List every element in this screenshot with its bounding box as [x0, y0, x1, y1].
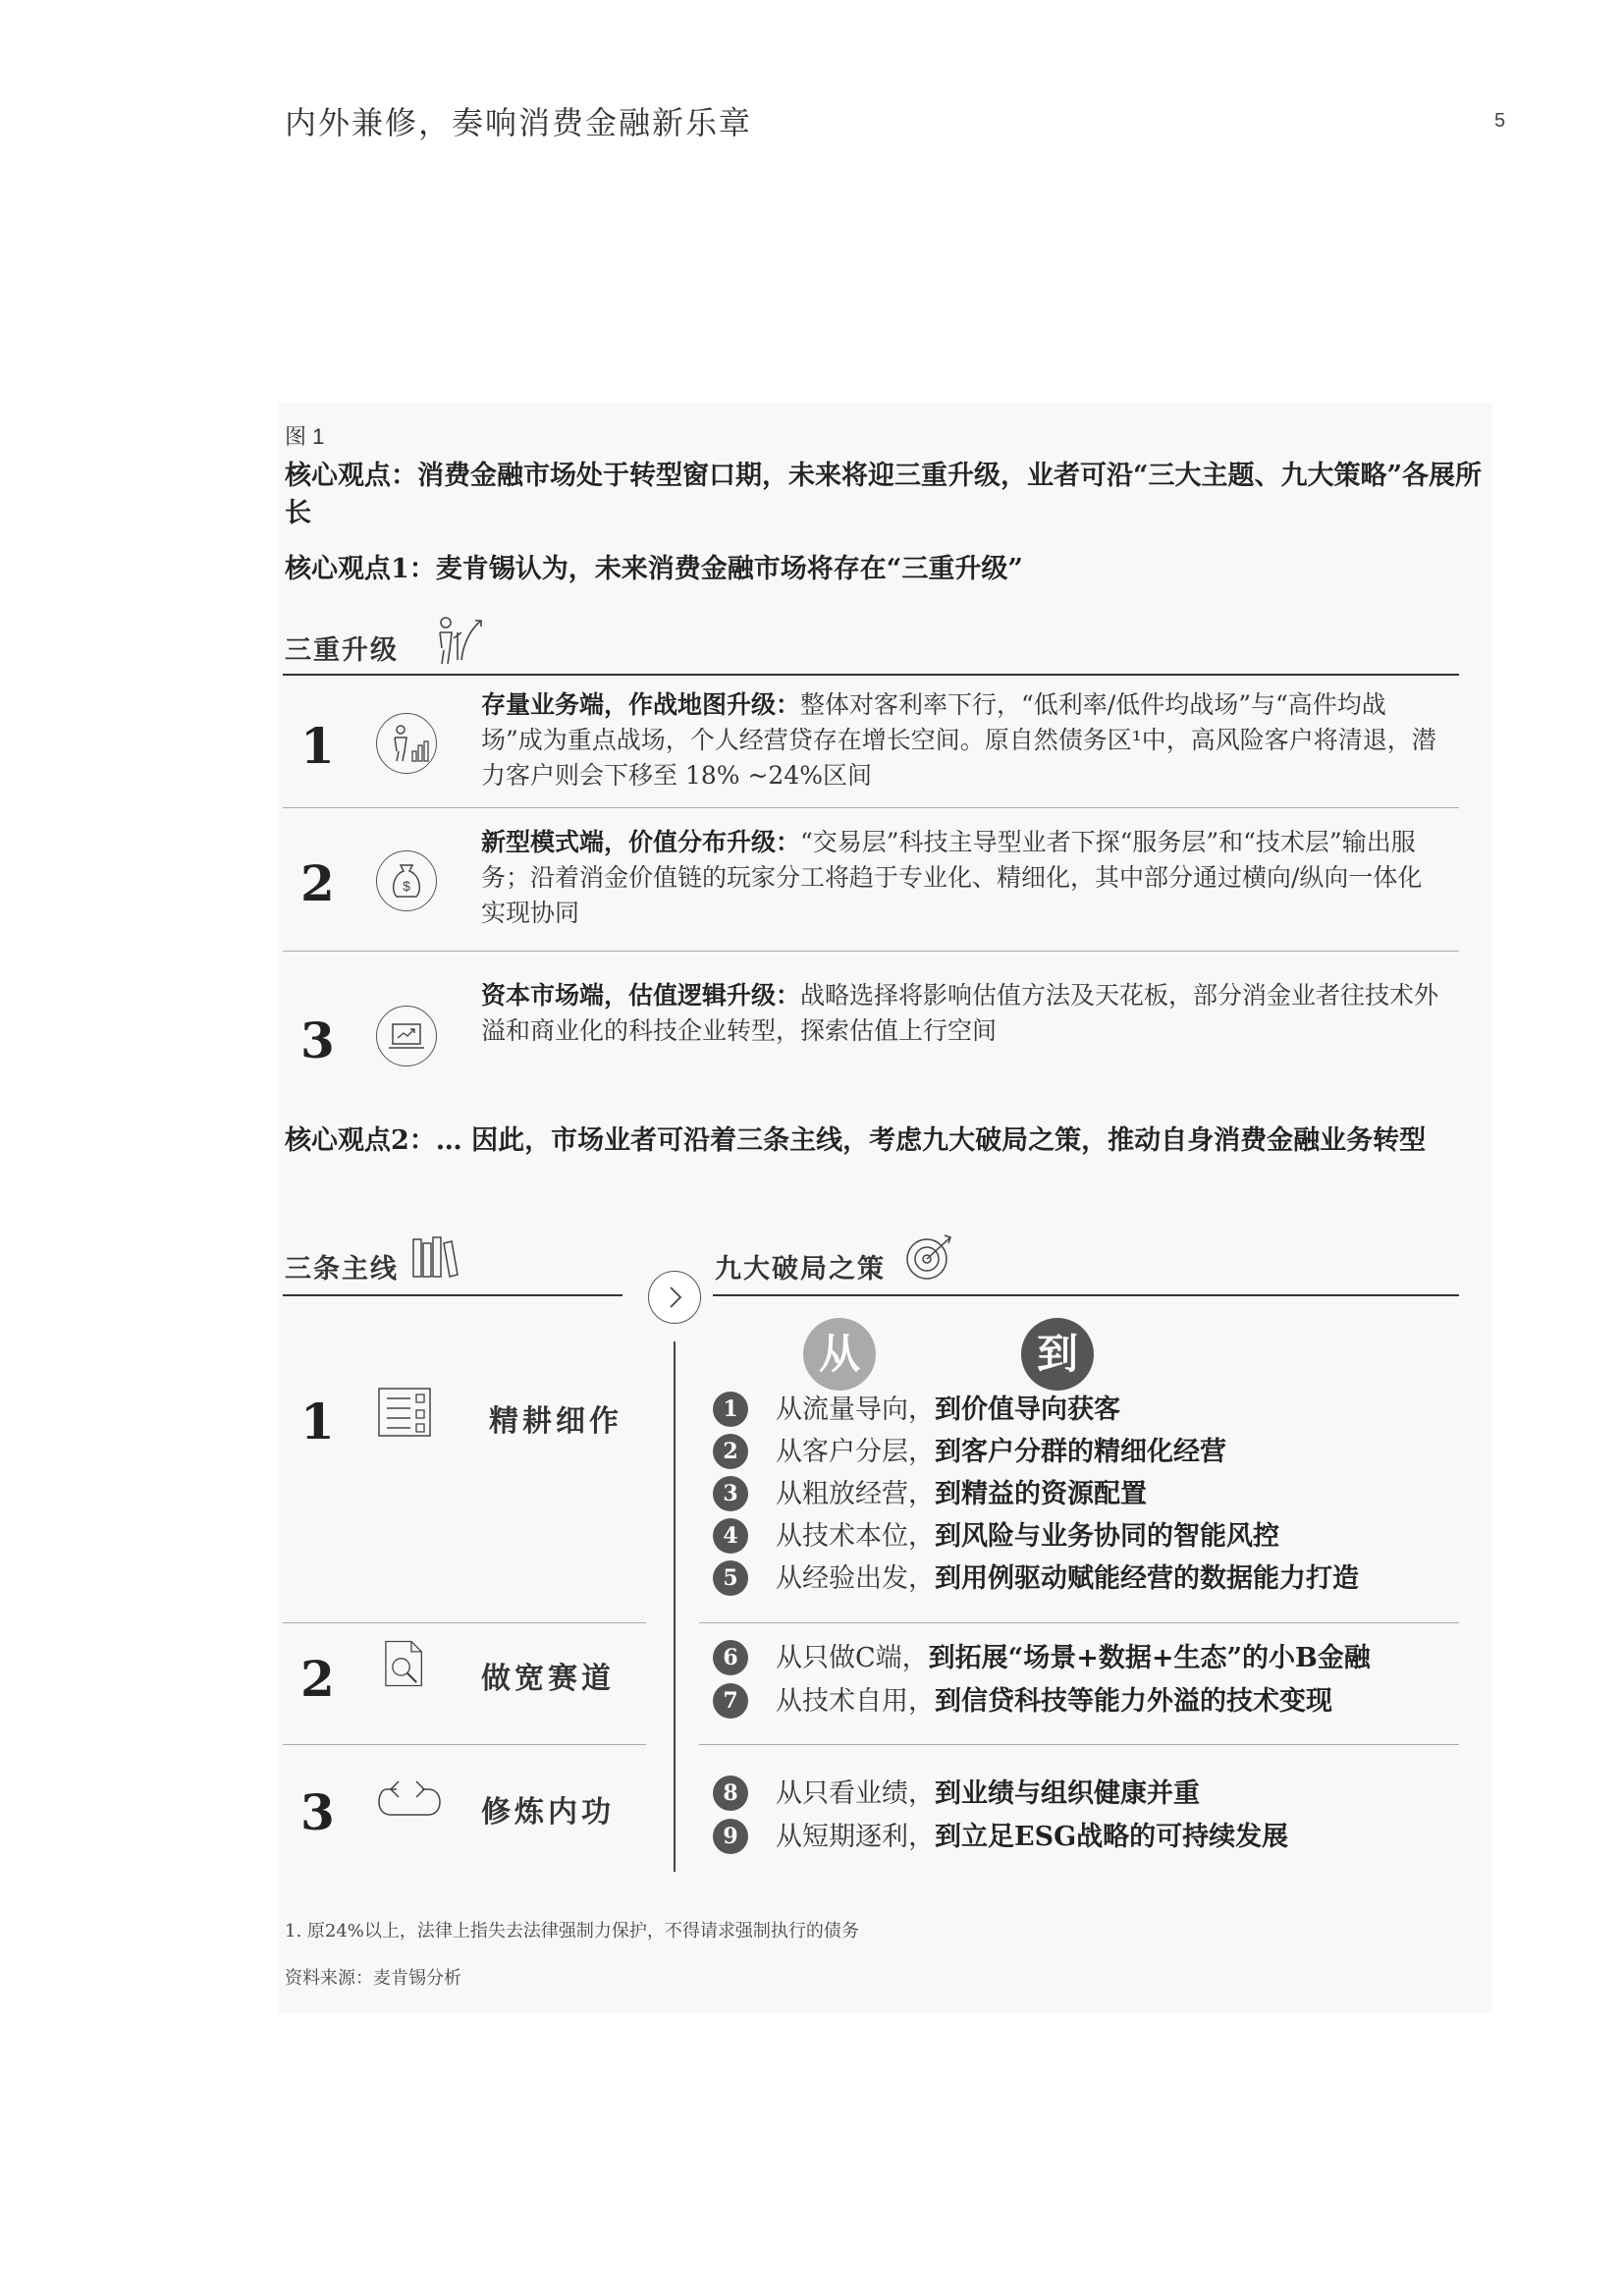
strategy-to: 到客户分群的精细化经营	[935, 1437, 1226, 1467]
strategy-number: 7	[713, 1683, 748, 1719]
strategy-number: 8	[713, 1776, 748, 1811]
line-number: 2	[300, 1650, 335, 1708]
strategy-from: 从只做C端，	[776, 1643, 929, 1673]
chevron-right-icon	[648, 1271, 701, 1324]
upgrade-text: 整体对客利率下行，“低利率/低件均战场”与“高件均战场”成为重点战场，个人经营贷存在增长空间。原自然债务区¹中，高风险客户将清退，潜力客户则会下移至 18% ~24%区间	[481, 690, 1436, 790]
strategy-item	[776, 1777, 1200, 1812]
line-divider	[283, 1744, 646, 1745]
page-number: 5	[1494, 110, 1506, 132]
person-chart-icon	[376, 713, 437, 774]
from-badge: 从	[803, 1318, 876, 1391]
strategy-item	[776, 1684, 1332, 1720]
upgrades-heading: 三重升级	[285, 635, 399, 666]
upgrade-text: “交易层”科技主导型业者下探“服务层”和“技术层”输出服务；沿着消金价值链的玩家分工将趋于专业化、精细化，其中部分通过横向/纵向一体化实现协同	[481, 828, 1423, 927]
upgrade-number: 1	[300, 717, 335, 775]
strategy-number: 6	[713, 1640, 748, 1675]
strategy-from: 从技术本位，	[776, 1521, 935, 1552]
strategy-to: 到精益的资源配置	[935, 1479, 1147, 1509]
strategy-from: 从粗放经营，	[776, 1479, 935, 1509]
column-divider	[674, 1341, 676, 1872]
strategy-divider	[699, 1622, 1459, 1623]
strategy-from: 从技术自用，	[776, 1686, 935, 1717]
upgrade-text: 战略选择将影响估值方法及天花板，部分消金业者往技术外溢和商业化的科技企业转型，探索估值上行空间	[481, 981, 1439, 1045]
strategy-item	[776, 1561, 1359, 1597]
strategy-number: 3	[713, 1476, 748, 1511]
strategy-item	[776, 1519, 1279, 1555]
strategy-from: 从短期逐利，	[776, 1822, 935, 1852]
strategy-from: 从客户分层，	[776, 1437, 935, 1467]
line-label: 修炼内功	[481, 1795, 615, 1830]
strategy-item	[776, 1641, 1371, 1676]
strategy-item	[776, 1477, 1147, 1512]
core-point-2: 核心观点2：… 因此，市场业者可沿着三条主线，考虑九大破局之策，推动自身消费金融业务转型	[285, 1125, 1427, 1156]
running-header-title: 内外兼修，奏响消费金融新乐章	[285, 104, 753, 141]
books-icon	[410, 1233, 460, 1281]
upgrades-rule	[283, 674, 1459, 676]
strategy-from: 从经验出发，	[776, 1563, 935, 1594]
strategy-item	[776, 1820, 1288, 1855]
document-search-icon	[377, 1638, 432, 1689]
strategies-heading: 九大破局之策	[715, 1254, 886, 1285]
target-icon	[903, 1230, 958, 1285]
person-growth-icon	[432, 613, 487, 668]
strategy-to: 到信贷科技等能力外溢的技术变现	[935, 1686, 1332, 1717]
strategy-from: 从只看业绩，	[776, 1778, 935, 1809]
strategy-to: 到立足ESG战略的可持续发展	[935, 1822, 1289, 1852]
strategy-number: 2	[713, 1434, 748, 1469]
strategy-to: 到风险与业务协同的智能风控	[935, 1521, 1279, 1552]
figure-label: 图 1	[285, 424, 325, 449]
upgrade-divider	[283, 951, 1459, 952]
strategy-number: 5	[713, 1560, 748, 1596]
figure-title: 核心观点：消费金融市场处于转型窗口期，未来将迎三重升级，业者可沿“三大主题、九大策略”各展所长	[285, 461, 1483, 528]
svg-text:$: $	[403, 878, 410, 894]
line-label: 做宽赛道	[481, 1662, 615, 1696]
footnote: 1. 原24%以上，法律上指失去法律强制力保护，不得请求强制执行的债务	[285, 1921, 859, 1941]
laptop-chart-icon	[376, 1006, 437, 1066]
to-badge: 到	[1021, 1318, 1094, 1391]
upgrade-description	[481, 825, 1443, 931]
lines-heading: 三条主线	[285, 1254, 399, 1285]
upgrade-bold: 资本市场端，估值逻辑升级：	[481, 981, 801, 1010]
strategy-from: 从流量导向，	[776, 1394, 935, 1425]
money-bag-icon	[376, 850, 437, 911]
strategy-divider	[699, 1744, 1459, 1745]
upgrade-description	[481, 687, 1443, 793]
strategy-to: 到用例驱动赋能经营的数据能力打造	[935, 1563, 1359, 1594]
line-divider	[283, 1622, 646, 1623]
strategy-item	[776, 1393, 1120, 1428]
cycle-arrows-icon	[377, 1777, 442, 1827]
line-number: 1	[300, 1393, 335, 1450]
line-label: 精耕细作	[489, 1404, 622, 1439]
upgrade-divider	[283, 807, 1459, 808]
upgrade-description	[481, 978, 1443, 1049]
strategy-to: 到拓展“场景+数据+生态”的小B金融	[928, 1643, 1371, 1673]
checklist-icon	[377, 1387, 432, 1438]
strategy-number: 1	[713, 1392, 748, 1427]
strategy-number: 9	[713, 1819, 748, 1854]
strategy-number: 4	[713, 1518, 748, 1554]
source-note: 资料来源：麦肯锡分析	[285, 1968, 461, 1989]
upgrade-bold: 存量业务端，作战地图升级：	[481, 690, 801, 719]
strategy-to: 到业绩与组织健康并重	[935, 1778, 1200, 1809]
upgrade-number: 2	[300, 854, 335, 912]
core-point-1: 核心观点1：麦肯锡认为，未来消费金融市场将存在“三重升级”	[285, 554, 1023, 584]
lines-rule	[283, 1294, 622, 1296]
strategy-to: 到价值导向获客	[935, 1394, 1120, 1425]
line-number: 3	[300, 1783, 335, 1841]
strategies-rule	[713, 1294, 1459, 1296]
upgrade-bold: 新型模式端，价值分布升级：	[481, 828, 801, 856]
upgrade-number: 3	[300, 1011, 335, 1069]
strategy-item	[776, 1435, 1226, 1470]
